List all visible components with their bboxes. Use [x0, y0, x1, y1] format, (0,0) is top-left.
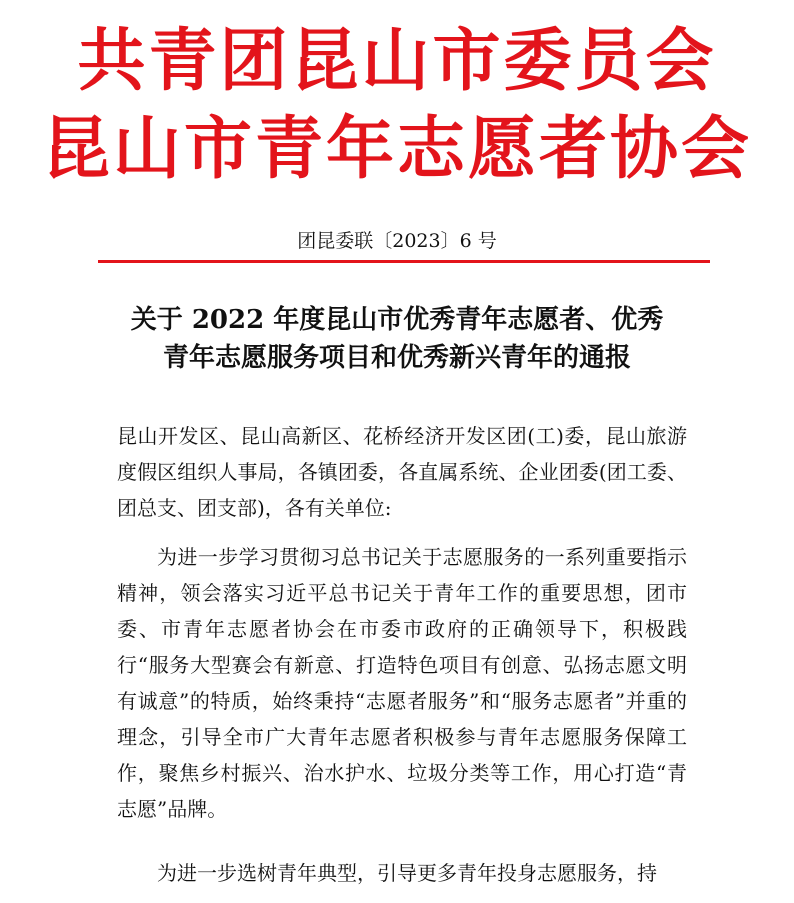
paragraph-2-text: 为进一步选树青年典型，引导更多青年投身志愿服务，持: [157, 861, 657, 885]
body-paragraph-2: [117, 855, 687, 891]
document-number: 团昆委联〔2023〕6 号: [297, 230, 497, 252]
document-title-line-1: 关于 2022 年度昆山市优秀青年志愿者、优秀: [130, 305, 664, 335]
paragraph-1-text: 为进一步学习贯彻习总书记关于志愿服务的一系列重要指示精神，领会落实习近平总书记关于青年工作的重要思想，团市委、市青年志愿者协会在市委市政府的正确领导下，积极践行“服务大型赛会有新意、打造特色项目有创意、弘扬志愿文明有诚意”的特质，始终秉持“志愿者服务”和“服务志愿者”并重的理念，引导全市广大青年志愿者积极参与青年志愿服务保障工作，聚焦乡村振兴、治水护水、垃圾分类等工作，用心打造“青志愿”品牌。: [117, 545, 687, 821]
red-divider-line: [98, 260, 710, 263]
addressee-block: [117, 418, 687, 526]
document-title-line-2: 青年志愿服务项目和优秀新兴青年的通报: [162, 343, 631, 373]
addressee-text: 昆山开发区、昆山高新区、花桥经济开发区团(工)委，昆山旅游度假区组织人事局，各镇团委，各直属系统、企业团委(团工委、团总支、团支部)，各有关单位:: [117, 424, 687, 520]
body-paragraph-1: [117, 539, 687, 827]
org-name-line-2: 昆山市青年志愿者协会: [41, 110, 752, 189]
org-name-line-1: 共青团昆山市委员会: [77, 22, 717, 101]
